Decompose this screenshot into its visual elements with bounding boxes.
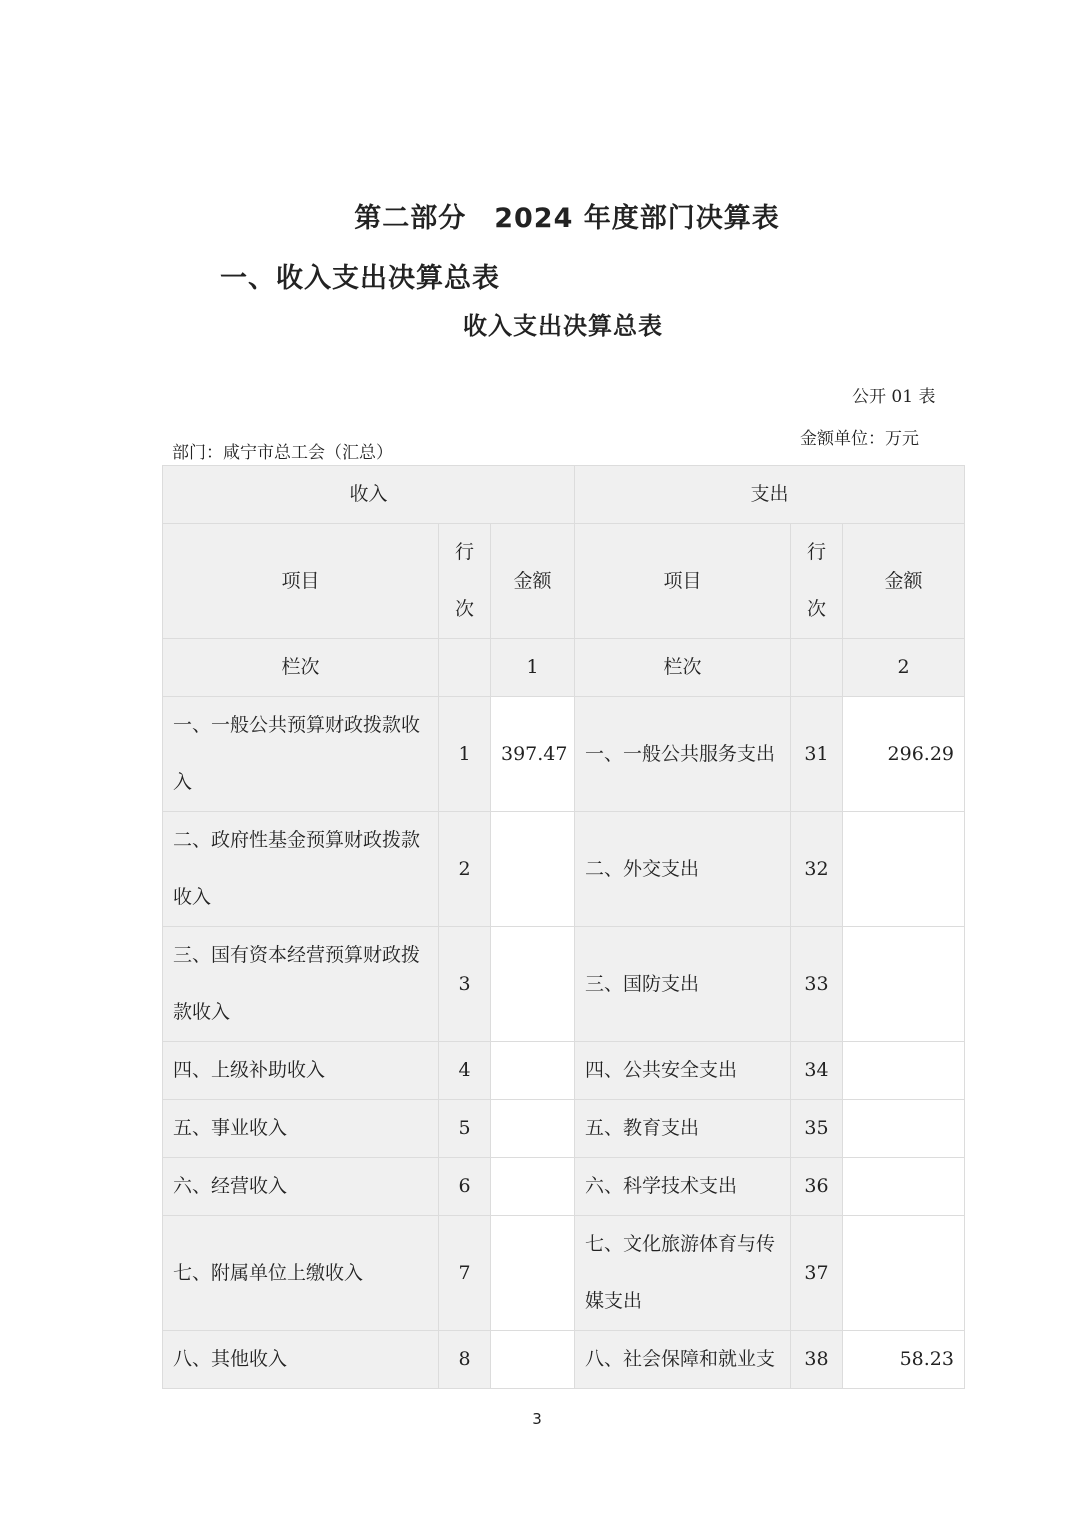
empty-cell <box>439 639 491 697</box>
income-row-no-header <box>439 524 491 639</box>
income-row-no: 3 <box>439 927 491 1042</box>
income-amount-header: 金额 <box>491 524 575 639</box>
income-item: 八、其他收入 <box>163 1331 439 1389</box>
income-amount <box>491 1331 575 1389</box>
income-column-index: 1 <box>491 639 575 697</box>
expense-row-no: 35 <box>791 1100 843 1158</box>
income-item-header: 项目 <box>163 524 439 639</box>
table-row <box>163 697 965 812</box>
row-no-bottom: 次 <box>806 598 826 620</box>
expense-header: 支出 <box>575 466 965 524</box>
income-amount: 397.47 <box>491 697 575 812</box>
expense-row-no-header <box>791 524 843 639</box>
expense-amount: 58.23 <box>843 1331 965 1389</box>
row-no-bottom: 次 <box>454 598 474 620</box>
income-item: 二、政府性基金预算财政拨款收入 <box>163 812 439 927</box>
expense-item: 三、国防支出 <box>575 927 791 1042</box>
income-item: 五、事业收入 <box>163 1100 439 1158</box>
expense-item: 五、教育支出 <box>575 1100 791 1158</box>
department-label: 部门：咸宁市总工会（汇总） <box>172 443 393 463</box>
expense-amount <box>843 1216 965 1331</box>
income-column-label: 栏次 <box>163 639 439 697</box>
expense-row-no: 36 <box>791 1158 843 1216</box>
table-row <box>163 812 965 927</box>
expense-row-no: 37 <box>791 1216 843 1331</box>
expense-amount <box>843 927 965 1042</box>
expense-item-header: 项目 <box>575 524 791 639</box>
expense-column-label: 栏次 <box>575 639 791 697</box>
table-row <box>163 1158 965 1216</box>
section-title: 一、收入支出决算总表 <box>220 263 500 294</box>
column-index-row <box>163 639 965 697</box>
expense-row-no: 31 <box>791 697 843 812</box>
header-row-sections <box>163 466 965 524</box>
expense-amount: 296.29 <box>843 697 965 812</box>
table-row <box>163 927 965 1042</box>
table-row <box>163 1042 965 1100</box>
expense-row-no: 33 <box>791 927 843 1042</box>
expense-amount <box>843 1100 965 1158</box>
income-row-no: 1 <box>439 697 491 812</box>
row-no-top: 行 <box>806 541 826 563</box>
income-row-no: 2 <box>439 812 491 927</box>
amount-unit: 金额单位：万元 <box>800 429 919 449</box>
page-number: 3 <box>532 1410 542 1428</box>
expense-item: 六、科学技术支出 <box>575 1158 791 1216</box>
expense-item: 二、外交支出 <box>575 812 791 927</box>
table-row <box>163 1331 965 1389</box>
income-row-no: 8 <box>439 1331 491 1389</box>
expense-column-index: 2 <box>843 639 965 697</box>
expense-amount <box>843 1158 965 1216</box>
expense-amount <box>843 1042 965 1100</box>
table-row <box>163 1216 965 1331</box>
income-item: 七、附属单位上缴收入 <box>163 1216 439 1331</box>
income-amount <box>491 812 575 927</box>
expense-row-no: 38 <box>791 1331 843 1389</box>
income-amount <box>491 927 575 1042</box>
income-amount <box>491 1216 575 1331</box>
empty-cell <box>791 639 843 697</box>
income-item: 四、上级补助收入 <box>163 1042 439 1100</box>
expense-amount-header: 金额 <box>843 524 965 639</box>
income-amount <box>491 1158 575 1216</box>
expense-row-no: 34 <box>791 1042 843 1100</box>
income-row-no: 5 <box>439 1100 491 1158</box>
expense-amount <box>843 812 965 927</box>
expense-row-no: 32 <box>791 812 843 927</box>
income-amount <box>491 1042 575 1100</box>
header-row-columns <box>163 524 965 639</box>
row-no-top: 行 <box>454 541 474 563</box>
table-title: 收入支出决算总表 <box>463 312 663 340</box>
part-title: 第二部分 2024 年度部门决算表 <box>354 203 780 234</box>
expense-item: 八、社会保障和就业支 <box>575 1331 791 1389</box>
income-item: 三、国有资本经营预算财政拨款收入 <box>163 927 439 1042</box>
expense-item: 七、文化旅游体育与传媒支出 <box>575 1216 791 1331</box>
income-expense-table <box>162 465 965 1389</box>
form-number: 公开 01 表 <box>852 387 936 407</box>
income-amount <box>491 1100 575 1158</box>
expense-item: 四、公共安全支出 <box>575 1042 791 1100</box>
income-header: 收入 <box>163 466 575 524</box>
income-row-no: 6 <box>439 1158 491 1216</box>
income-item: 六、经营收入 <box>163 1158 439 1216</box>
expense-item: 一、一般公共服务支出 <box>575 697 791 812</box>
income-row-no: 4 <box>439 1042 491 1100</box>
table-row <box>163 1100 965 1158</box>
income-item: 一、一般公共预算财政拨款收入 <box>163 697 439 812</box>
income-row-no: 7 <box>439 1216 491 1331</box>
